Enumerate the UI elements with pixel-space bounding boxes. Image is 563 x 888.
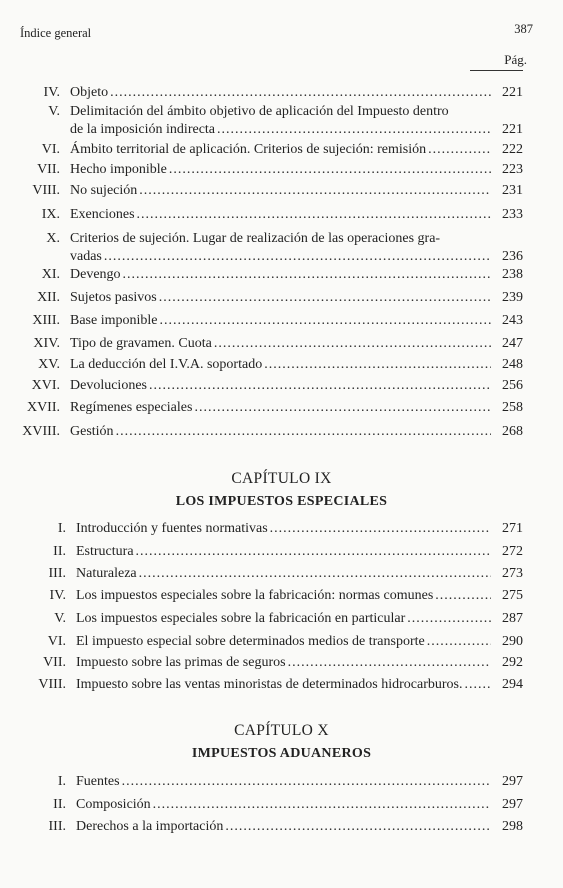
- entry-page: 290: [502, 634, 523, 649]
- entry-number: II.: [53, 544, 66, 559]
- entry-page: 275: [502, 588, 523, 603]
- entry-page: 294: [502, 677, 523, 692]
- entry-title: Impuesto sobre las primas de seguros: [76, 655, 286, 670]
- leader-dots: [264, 356, 491, 373]
- entry-page: 258: [502, 400, 523, 415]
- entry-page: 248: [502, 357, 523, 372]
- entry-number: XVI.: [31, 378, 60, 393]
- entry-title-continuation: vadas: [70, 249, 102, 264]
- entry-number: XIII.: [32, 313, 60, 328]
- entry-number: V.: [54, 611, 66, 626]
- entry-number: XI.: [41, 267, 60, 282]
- entry-number: II.: [53, 797, 66, 812]
- pag-column-label: Pág.: [504, 52, 527, 67]
- entry-number: IV.: [49, 588, 66, 603]
- entry-number: XV.: [38, 357, 60, 372]
- leader-dots: [407, 610, 491, 627]
- pag-column-rule: [470, 70, 523, 71]
- entry-title: El impuesto especial sobre determinados medios de transporte: [76, 634, 425, 649]
- running-head: Índice general: [20, 26, 92, 40]
- entry-page: 297: [502, 797, 523, 812]
- entry-number: VII.: [37, 162, 60, 177]
- entry-title: Derechos a la importación: [76, 819, 224, 834]
- entry-title: Gestión: [70, 424, 114, 439]
- entry-page: 292: [502, 655, 523, 670]
- entry-page: 247: [502, 336, 523, 351]
- leader-dots: [217, 121, 491, 138]
- entry-page: 233: [502, 207, 523, 222]
- entry-number: XIV.: [33, 336, 60, 351]
- leader-dots: [149, 377, 491, 394]
- entry-title: Naturaleza: [76, 566, 137, 581]
- entry-title: Devengo: [70, 267, 121, 282]
- entry-title: Regímenes especiales: [70, 400, 193, 415]
- entry-number: VI.: [47, 634, 66, 649]
- entry-title-continuation: de la imposición indirecta: [70, 122, 216, 137]
- entry-page: 223: [502, 162, 523, 177]
- entry-page: 231: [502, 183, 523, 198]
- entry-number: XII.: [37, 290, 60, 305]
- entry-page: 221: [502, 122, 523, 137]
- entry-title: Criterios de sujeción. Lugar de realización de las operaciones gra-: [70, 231, 441, 246]
- entry-page: 272: [502, 544, 523, 559]
- entry-page: 236: [502, 249, 523, 264]
- entry-number: IV.: [43, 85, 60, 100]
- leader-dots: [159, 289, 491, 306]
- entry-number: VIII.: [38, 677, 66, 692]
- page-number: 387: [514, 22, 533, 36]
- entry-title: Devoluciones: [70, 378, 147, 393]
- entry-title: Introducción y fuentes normativas: [76, 521, 268, 536]
- entry-page: 256: [502, 378, 523, 393]
- leader-dots: [288, 654, 491, 671]
- leader-dots: [116, 423, 491, 440]
- chapter-title: LOS IMPUESTOS ESPECIALES: [175, 494, 388, 509]
- entry-title: La deducción del I.V.A. soportado: [70, 357, 263, 372]
- entry-title: Composición: [76, 797, 151, 812]
- entry-title: Hecho imponible: [70, 162, 167, 177]
- entry-title: Delimitación del ámbito objetivo de aplicación del Impuesto dentro: [70, 104, 449, 119]
- entry-title: Sujetos pasivos: [70, 290, 157, 305]
- leader-dots: [153, 796, 491, 813]
- chapter-heading-ix: [0, 470, 563, 510]
- chapter-label: CAPÍTULO X: [234, 722, 329, 739]
- entry-page: 238: [502, 267, 523, 282]
- entry-number: I.: [57, 521, 66, 536]
- entry-number: I.: [57, 774, 66, 789]
- entry-title: Base imponible: [70, 313, 158, 328]
- entry-title: Estructura: [76, 544, 134, 559]
- chapter-heading-x: [0, 722, 563, 762]
- entry-title: Los impuestos especiales sobre la fabricación: normas comunes: [76, 588, 434, 603]
- leader-dots: [139, 182, 491, 199]
- leader-dots: [123, 266, 491, 283]
- entry-number: VI.: [41, 142, 60, 157]
- entry-number: XVII.: [26, 400, 60, 415]
- entry-page: 239: [502, 290, 523, 305]
- entry-number: X.: [46, 231, 60, 246]
- entry-title: Tipo de gravamen. Cuota: [70, 336, 212, 351]
- entry-page: 287: [502, 611, 523, 626]
- leader-dots: [160, 312, 492, 329]
- entry-page: 243: [502, 313, 523, 328]
- chapter-label: CAPÍTULO IX: [231, 470, 332, 487]
- entry-number: IX.: [41, 207, 60, 222]
- entry-page: 271: [502, 521, 523, 536]
- chapter-title: IMPUESTOS ADUANEROS: [191, 746, 372, 761]
- entry-number: VIII.: [32, 183, 60, 198]
- entry-page: 221: [502, 85, 523, 100]
- entry-title: Los impuestos especiales sobre la fabricación en particular: [76, 611, 406, 626]
- entry-page: 273: [502, 566, 523, 581]
- entry-title: Objeto: [70, 85, 109, 100]
- leader-dots: [225, 818, 491, 835]
- entry-page: 268: [502, 424, 523, 439]
- leader-dots: [214, 335, 491, 352]
- entry-title: Exenciones: [70, 207, 135, 222]
- entry-title: Impuesto sobre las ventas minoristas de determinados hidrocarburos.: [76, 677, 463, 692]
- entry-number: III.: [48, 819, 66, 834]
- entry-title: Ámbito territorial de aplicación. Criterios de sujeción: remisión: [70, 142, 427, 157]
- entry-title: Fuentes: [76, 774, 120, 789]
- leader-dots: [169, 161, 491, 178]
- leader-dots: [136, 543, 491, 560]
- entry-number: VII.: [43, 655, 66, 670]
- leader-dots: [270, 520, 491, 537]
- entry-page: 222: [502, 142, 523, 157]
- leader-dots: [428, 141, 491, 158]
- entry-number: XVIII.: [22, 424, 60, 439]
- leader-dots: [139, 565, 491, 582]
- leader-dots: [137, 206, 491, 223]
- entry-page: 297: [502, 774, 523, 789]
- leader-dots: [122, 773, 491, 790]
- leader-dots: [104, 248, 491, 265]
- entry-number: III.: [48, 566, 66, 581]
- leader-dots: [427, 633, 491, 650]
- leader-dots: [194, 399, 491, 416]
- entry-page: 298: [502, 819, 523, 834]
- entry-title: No sujeción: [70, 183, 138, 198]
- entry-number: V.: [48, 104, 60, 119]
- leader-dots: [110, 84, 491, 101]
